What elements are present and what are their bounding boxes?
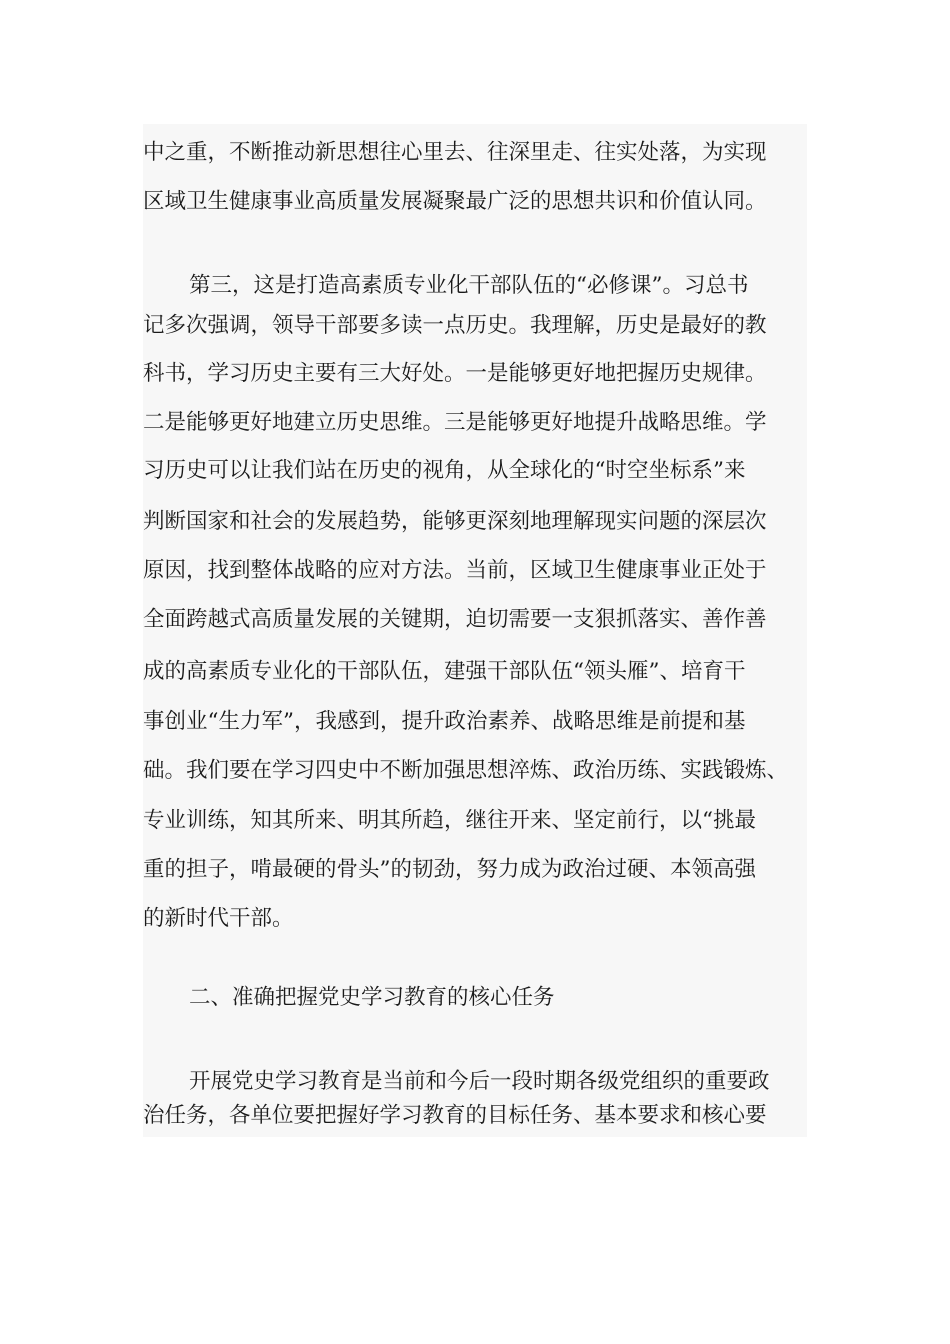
paragraph-line: 础。我们要在学习四史中不断加强思想淬炼、政治历练、实践锻炼、 <box>143 758 789 783</box>
paragraph-line: 第三，这是打造高素质专业化干部队伍的“必修课”。习总书 <box>189 273 749 298</box>
paragraph-line: 科书，学习历史主要有三大好处。一是能够更好地把握历史规律。 <box>143 361 767 386</box>
paragraph-line: 事创业“生力军”，我感到，提升政治素养、战略思维是前提和基 <box>143 709 746 734</box>
paragraph-line: 开展党史学习教育是当前和今后一段时期各级党组织的重要政 <box>189 1069 770 1094</box>
paragraph-line: 重的担子，啃最硬的骨头”的韧劲，努力成为政治过硬、本领高强 <box>143 857 756 882</box>
paragraph-line: 区域卫生健康事业高质量发展凝聚最广泛的思想共识和价值认同。 <box>143 189 767 214</box>
paragraph-line: 全面跨越式高质量发展的关键期，迫切需要一支狠抓落实、善作善 <box>143 607 767 632</box>
paragraph-line: 成的高素质专业化的干部队伍，建强干部队伍“领头雁”、培育干 <box>143 659 746 684</box>
paragraph-line: 治任务，各单位要把握好学习教育的目标任务、基本要求和核心要 <box>143 1103 767 1128</box>
paragraph-line: 记多次强调，领导干部要多读一点历史。我理解，历史是最好的教 <box>143 313 767 338</box>
paragraph-line: 专业训练，知其所来、明其所趋，继往开来、坚定前行，以“挑最 <box>143 808 756 833</box>
paragraph-line: 的新时代干部。 <box>143 906 294 931</box>
paragraph-line: 原因，找到整体战略的应对方法。当前，区域卫生健康事业正处于 <box>143 558 767 583</box>
paragraph-line: 习历史可以让我们站在历史的视角，从全球化的“时空坐标系”来 <box>143 458 746 483</box>
paragraph-line: 二是能够更好地建立历史思维。三是能够更好地提升战略思维。学 <box>143 410 767 435</box>
paragraph-line: 中之重，不断推动新思想往心里去、往深里走、往实处落，为实现 <box>143 140 767 165</box>
section-heading: 二、准确把握党史学习教育的核心任务 <box>189 985 555 1010</box>
document-page <box>143 124 807 1137</box>
paragraph-line: 判断国家和社会的发展趋势，能够更深刻地理解现实问题的深层次 <box>143 509 767 534</box>
